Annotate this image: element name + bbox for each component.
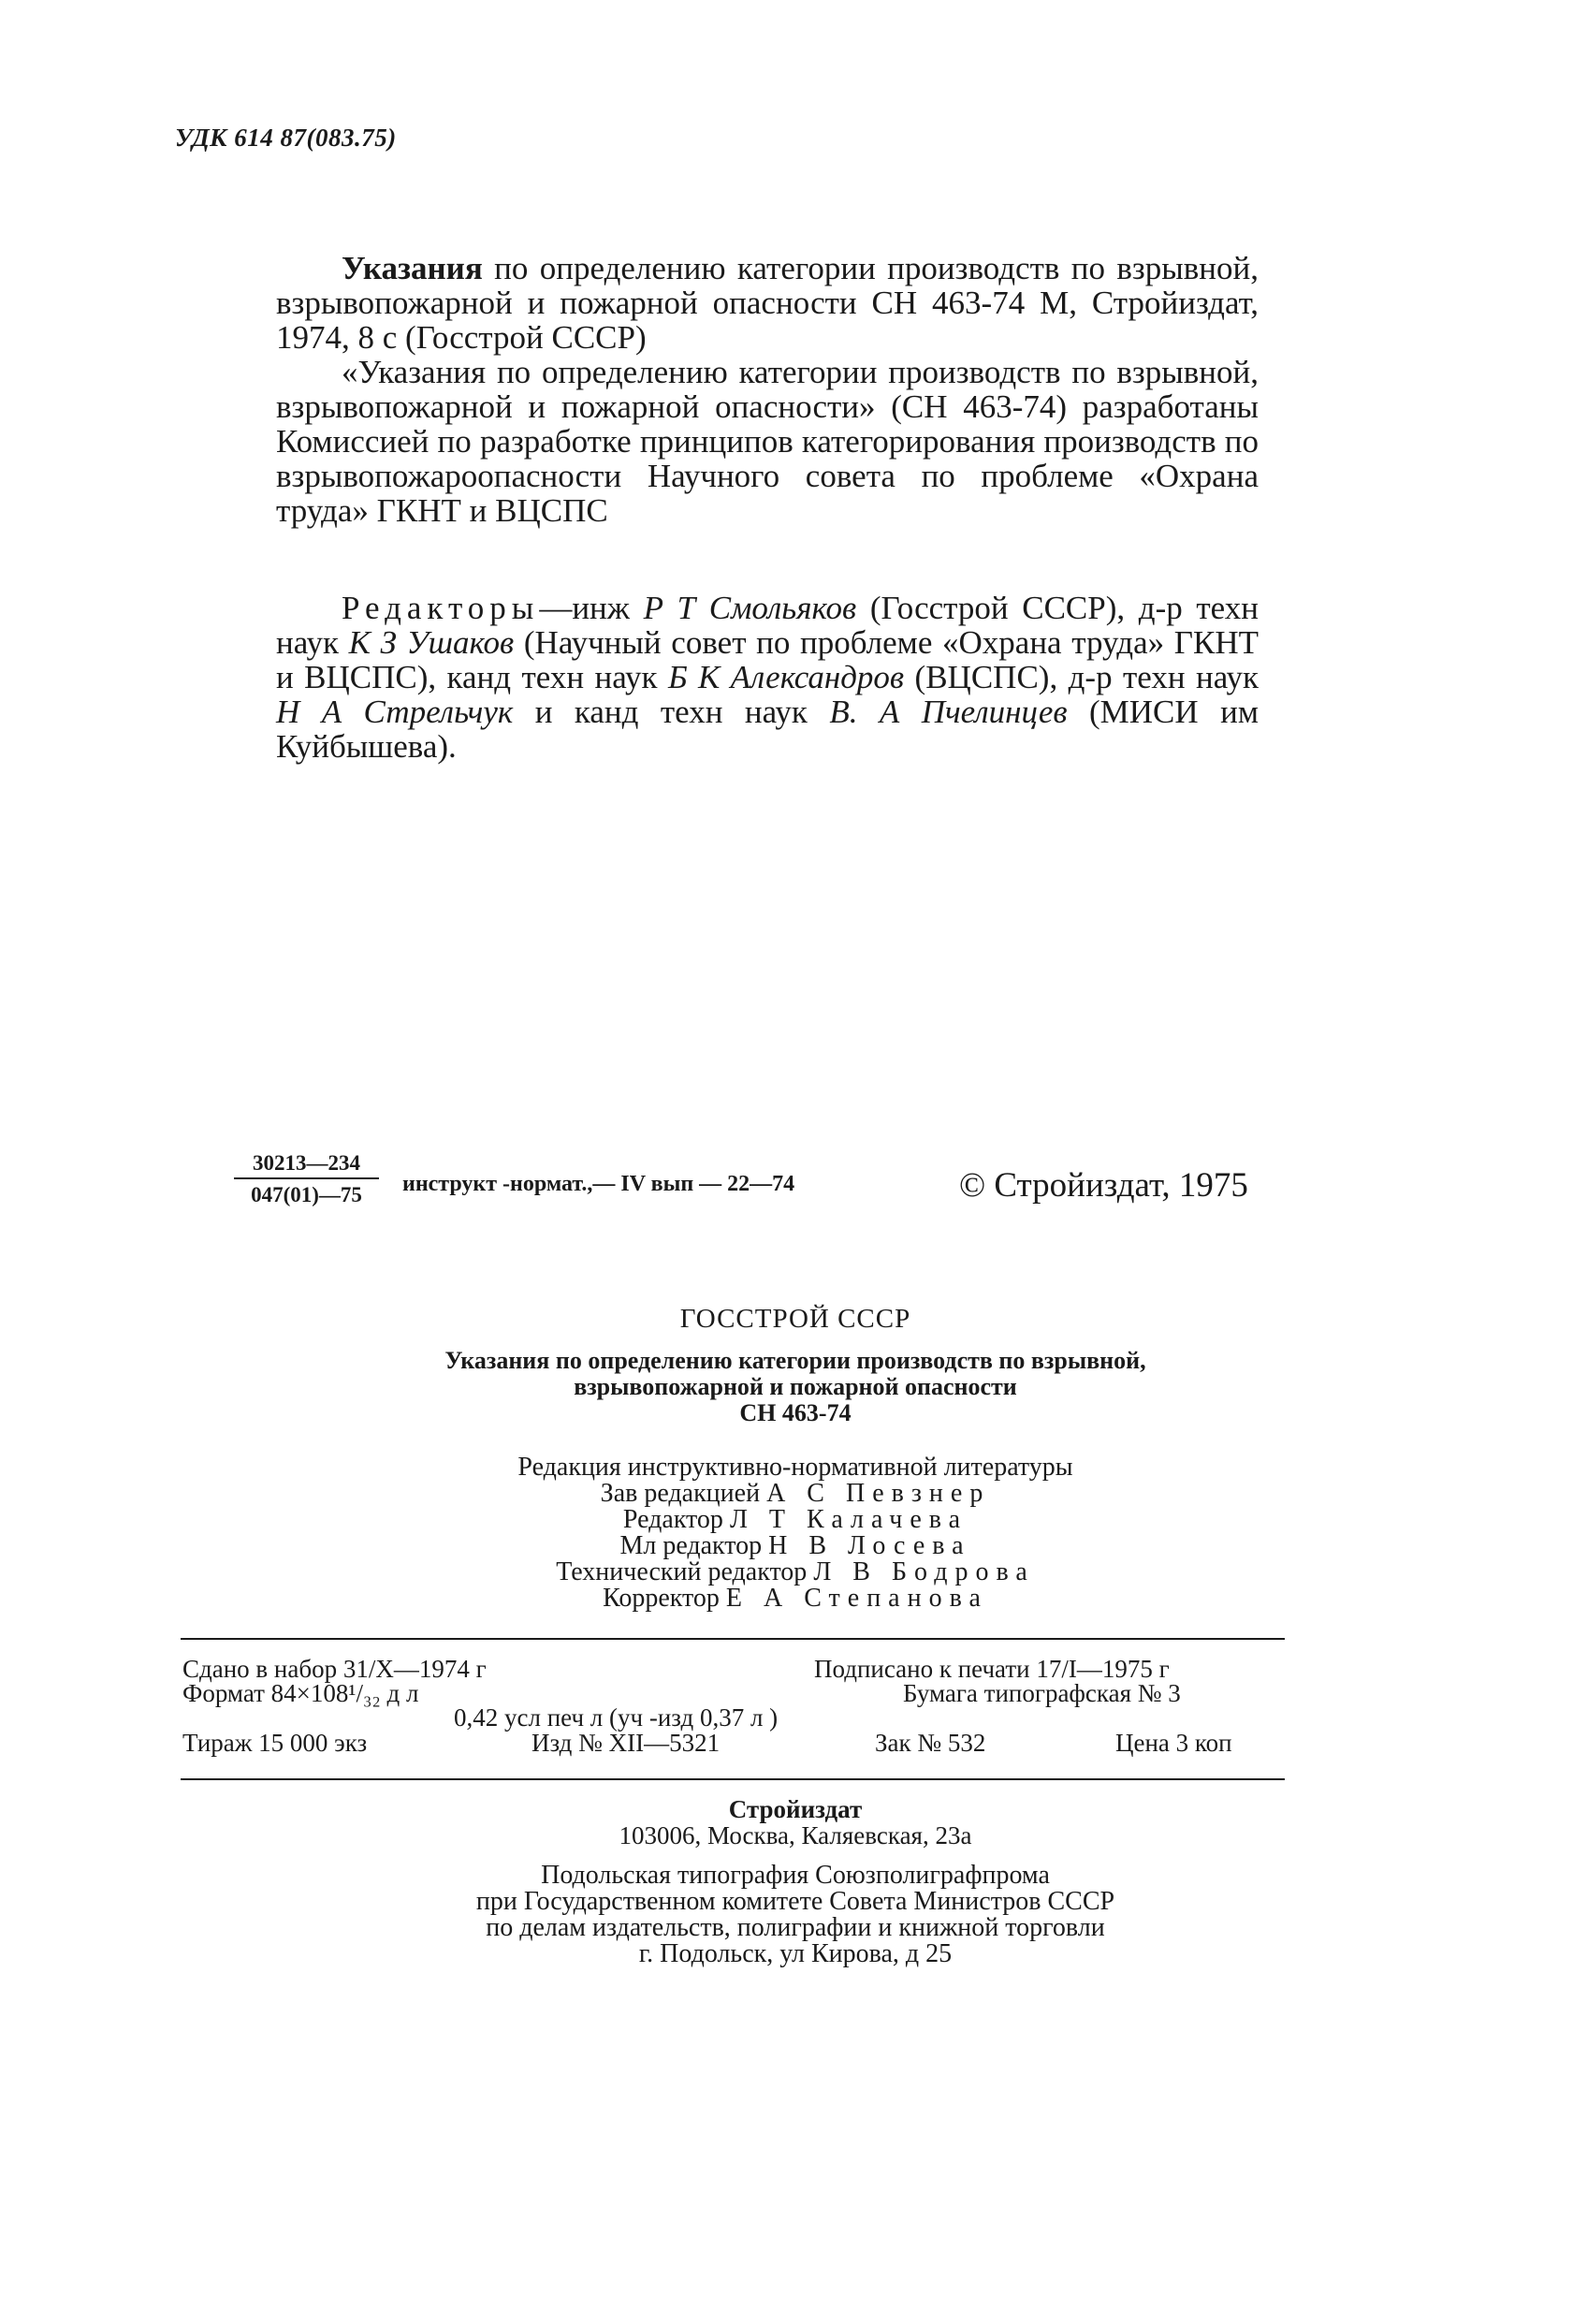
staff-line	[187, 1533, 1404, 1559]
editors-label: Редакторы	[342, 590, 540, 626]
instruction-code: инструкт -нормат.,— IV вып — 22—74	[402, 1172, 795, 1196]
editors-text: (Научный совет по проблеме «Охрана труда» ГКНТ и ВЦСПС), канд техн наук	[276, 624, 1259, 695]
printer-line: Подольская типография Союзполиграфпрома	[541, 1861, 1050, 1890]
divider-bottom	[181, 1778, 1285, 1780]
staff-line	[187, 1559, 1404, 1586]
abstract-lead-word: Указания	[342, 250, 483, 286]
circulation: Тираж 15 000 экз	[182, 1729, 368, 1757]
organization-name: ГОССТРОЙ СССР	[679, 1304, 911, 1334]
editorial-staff	[187, 1454, 1404, 1612]
paper-type: Бумага типографская № 3	[903, 1679, 1181, 1707]
publisher-name: Стройиздат	[728, 1795, 863, 1823]
editors-paragraph	[276, 591, 1259, 764]
udk-code: УДК 614 87(083.75)	[175, 124, 397, 152]
publisher-address: 103006, Москва, Каляевская, 23а	[619, 1821, 972, 1849]
divider-top	[181, 1638, 1285, 1640]
price: Цена 3 коп	[1115, 1729, 1232, 1757]
printer-info	[187, 1863, 1404, 1967]
editors-text: и канд техн наук	[513, 694, 830, 730]
staff-line	[187, 1507, 1404, 1533]
staff-role: Корректор	[603, 1584, 726, 1613]
printer-line: при Государственном комитете Совета Министров СССР	[475, 1887, 1115, 1916]
submitted-date: Сдано в набор 31/X—1974 г	[182, 1655, 487, 1683]
staff-name: Е А Степанова	[725, 1584, 988, 1613]
signed-date: Подписано к печати 17/I—1975 г	[814, 1655, 1170, 1683]
staff-name: Л В Бодрова	[813, 1557, 1035, 1586]
staff-line	[187, 1454, 1404, 1481]
order-number: Зак № 532	[875, 1729, 986, 1757]
editors-text: (МИСИ им Куйбышева).	[276, 694, 1259, 765]
editors-text: (ВЦСПС), д-р техн наук	[904, 659, 1259, 695]
document-title	[187, 1348, 1404, 1426]
staff-role: Редактор	[622, 1505, 730, 1534]
bibliographic-description: по определению категории производств по взрывной, взрывопожарной и пожарной опасности СН 463-74 М, Стройиздат, 1974, 8 с (Госстрой СССР)	[276, 250, 1259, 356]
editors-text: (Госстрой СССР), д-р техн наук	[276, 590, 1259, 661]
bibliographic-abstract	[276, 251, 1259, 528]
paper-format: Формат 84×108¹/₃₂ д л	[182, 1679, 419, 1707]
document-code: СН 463-74	[739, 1399, 852, 1426]
editor-name: В. А Пчелинцев	[829, 694, 1068, 730]
classification-fraction	[234, 1151, 379, 1207]
editor-name: К З Ушаков	[348, 624, 515, 661]
fraction-numerator: 30213—234	[234, 1151, 379, 1179]
fraction-denominator: 047(01)—75	[251, 1183, 362, 1206]
staff-line	[187, 1586, 1404, 1612]
title-line: Указания по определению категории производств по взрывной,	[444, 1347, 1146, 1374]
editor-name: Б К Александров	[667, 659, 905, 695]
staff-line	[187, 1481, 1404, 1507]
copyright-notice: © Стройиздат, 1975	[959, 1166, 1248, 1205]
editor-name: Н А Стрельчук	[276, 694, 514, 730]
staff-role: Мл редактор	[619, 1531, 769, 1560]
staff-name: А С Певзнер	[766, 1479, 991, 1508]
staff-role: Редакция инструктивно-нормативной литературы	[517, 1453, 1073, 1482]
editor-name: Р Т Смольяков	[643, 590, 857, 626]
printed-sheets: 0,42 усл печ л (уч -изд 0,37 л )	[454, 1703, 779, 1732]
staff-name: Л Т Калачева	[729, 1505, 968, 1534]
title-line: взрывопожарной и пожарной опасности	[574, 1373, 1017, 1400]
staff-role: Технический редактор	[556, 1557, 814, 1586]
publication-number: Изд № XII—5321	[531, 1729, 721, 1757]
editors-text: —инж	[539, 590, 644, 626]
printer-address: г. Подольск, ул Кирова, д 25	[638, 1939, 953, 1968]
staff-name: Н В Лосева	[768, 1531, 971, 1560]
printer-line: по делам издательств, полиграфии и книжной торговли	[486, 1913, 1105, 1942]
staff-role: Зав редакцией	[600, 1479, 767, 1508]
bibliographic-record	[276, 251, 1259, 355]
abstract-body: «Указания по определению категории производств по взрывной, взрывопожарной и пожарной опасности» (СН 463-74) разработаны Комиссией по разработке принципов категорирования производств по взрывопожароопасности Научного совета по проблеме «Охрана труда» ГКНТ и ВЦСПС	[276, 354, 1259, 529]
